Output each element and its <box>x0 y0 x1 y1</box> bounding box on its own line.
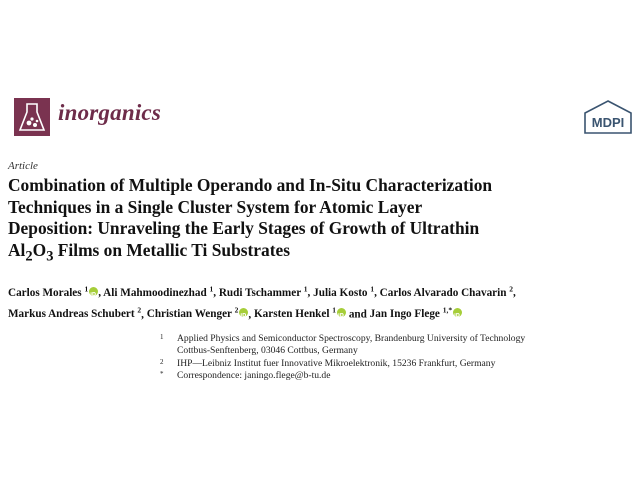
author-separator: , <box>141 308 147 321</box>
paper-title <box>8 175 634 267</box>
orcid-icon[interactable] <box>89 287 98 296</box>
title-line: Deposition: Unraveling the Early Stages of Growth of Ultrathin <box>8 218 480 238</box>
title-subscript: 3 <box>46 247 54 264</box>
journal-logo-icon <box>14 98 50 136</box>
author-name: Carlos Alvarado Chavarin <box>379 286 510 299</box>
author-line <box>8 302 634 324</box>
author-separator: , <box>513 286 516 299</box>
author-list <box>8 280 634 323</box>
author-name: Jan Ingo Flege <box>369 308 443 321</box>
author-name: Carlos Morales <box>8 286 85 299</box>
publisher-name: MDPI <box>591 115 625 130</box>
author-affiliation-marker: 2 <box>509 284 514 293</box>
author-name: Ali Mahmoodinezhad <box>103 286 210 299</box>
affiliation-number: 1 <box>160 333 164 341</box>
title-text: Films on Metallic Ti Substrates <box>53 239 290 260</box>
author-affiliation-marker: 1 <box>303 284 308 293</box>
author-separator: and <box>346 308 370 321</box>
author <box>103 284 214 299</box>
title-line: Combination of Multiple Operando and In-Situ Characterization <box>8 175 493 195</box>
author-affiliation-marker: 1 <box>370 284 375 293</box>
affiliation-number: 2 <box>160 357 164 366</box>
article-type-label: Article <box>8 160 38 172</box>
author <box>379 284 514 299</box>
author-name: Christian Wenger <box>146 308 235 321</box>
mdpi-logo-icon <box>582 100 634 134</box>
author-line <box>8 280 634 302</box>
author <box>146 305 249 321</box>
author <box>313 284 375 299</box>
affiliation-list <box>158 333 628 383</box>
affiliation-item <box>158 358 628 370</box>
affiliation-text: Applied Physics and Semiconductor Spectroscopy, Brandenburg University of Technology <box>177 333 526 344</box>
journal-header <box>14 98 632 138</box>
author <box>8 305 142 321</box>
author-separator: , <box>307 286 314 299</box>
affiliation-text: IHP—Leibniz Institut fuer Innovative Mikroelektronik, 15236 Frankfurt, Germany <box>177 357 496 369</box>
affiliation-text: Cottbus-Senftenberg, 03046 Cottbus, Germany <box>177 345 358 357</box>
affiliation-item <box>158 370 628 382</box>
title-subscript: 2 <box>25 247 33 264</box>
author-affiliation-marker: 1 <box>84 284 89 293</box>
author-name: Markus Andreas Schubert <box>8 308 138 321</box>
title-text: Al <box>8 239 26 260</box>
affiliation-text[interactable]: Correspondence: janingo.flege@b-tu.de <box>177 370 331 382</box>
author <box>369 305 462 321</box>
author-affiliation-marker: 2 <box>137 305 142 315</box>
author-name: Julia Kosto <box>313 286 371 299</box>
title-line: Techniques in a Single Cluster System for Atomic Layer <box>8 196 423 217</box>
author-affiliation-marker: 2 <box>234 305 239 315</box>
orcid-icon[interactable] <box>453 308 462 317</box>
author <box>8 284 98 299</box>
author <box>253 305 346 321</box>
affiliation-item <box>158 333 628 358</box>
author-separator: , <box>374 286 380 299</box>
author-separator: , <box>213 286 219 299</box>
author-affiliation-marker: 1 <box>209 284 214 293</box>
author-name: Rudi Tschammer <box>218 286 304 299</box>
orcid-icon[interactable] <box>239 308 248 317</box>
author-separator: , <box>248 308 254 321</box>
orcid-icon[interactable] <box>337 308 346 317</box>
journal-name: inorganics <box>58 100 161 125</box>
affiliation-number: * <box>160 370 164 379</box>
author-affiliation-marker: 1,* <box>442 305 453 315</box>
author-separator: , <box>98 286 104 299</box>
author-affiliation-marker: 1 <box>332 305 337 315</box>
author <box>218 284 308 299</box>
title-text: O <box>32 239 47 260</box>
author-name: Karsten Henkel <box>253 308 333 321</box>
title-line <box>8 240 634 268</box>
